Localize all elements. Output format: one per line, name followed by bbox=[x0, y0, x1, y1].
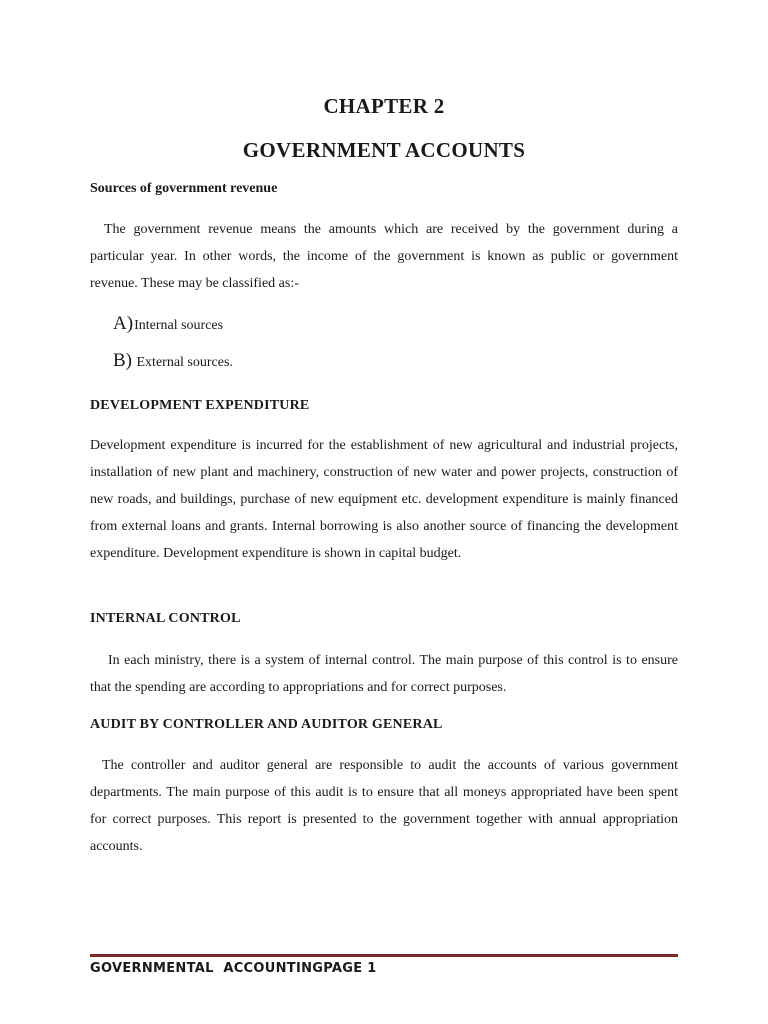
footer-divider bbox=[90, 954, 678, 957]
sources-paragraph: The government revenue means the amounts which are received by the government during a particular year. In other words, the income of the government is known as public or government revenue. These may be classified as:- bbox=[90, 222, 678, 291]
internal-control-heading: INTERNAL CONTROL bbox=[90, 611, 241, 626]
development-heading: DEVELOPMENT EXPENDITURE bbox=[90, 398, 310, 413]
list-item bbox=[113, 350, 233, 372]
list-item bbox=[113, 313, 223, 335]
audit-heading: AUDIT BY CONTROLLER AND AUDITOR GENERAL bbox=[90, 717, 443, 732]
sources-heading: Sources of government revenue bbox=[90, 181, 278, 196]
chapter-title: GOVERNMENT ACCOUNTS bbox=[242, 138, 526, 162]
list-marker: A) bbox=[113, 313, 134, 334]
internal-control-paragraph: In each ministry, there is a system of internal control. The main purpose of this control is to ensure that the spending are according to appropriations and for correct purposes. bbox=[90, 653, 678, 695]
list-item-text: Internal sources bbox=[134, 318, 224, 333]
audit-paragraph: The controller and auditor general are responsible to audit the accounts of various government departments. The main purpose of this audit is to ensure that all moneys appropriated have been spent for correct purposes. This report is presented to the government together with annual appropriation accounts. bbox=[90, 758, 678, 854]
list-marker: B) bbox=[113, 350, 132, 371]
list-item-text: External sources. bbox=[136, 355, 233, 370]
page-footer: GOVERNMENTAL ACCOUNTINGPAGE 1 bbox=[90, 961, 377, 976]
chapter-number: CHAPTER 2 bbox=[323, 94, 445, 118]
development-paragraph: Development expenditure is incurred for the establishment of new agricultural and industrial projects, installation of new plant and machinery, construction of new water and power projects, construction of new roads, and buildings, purchase of new equipment etc. development expenditure is mainly financed from external loans and grants. Internal borrowing is also another source of financing the development expenditure. Development expenditure is shown in capital budget. bbox=[90, 438, 678, 561]
